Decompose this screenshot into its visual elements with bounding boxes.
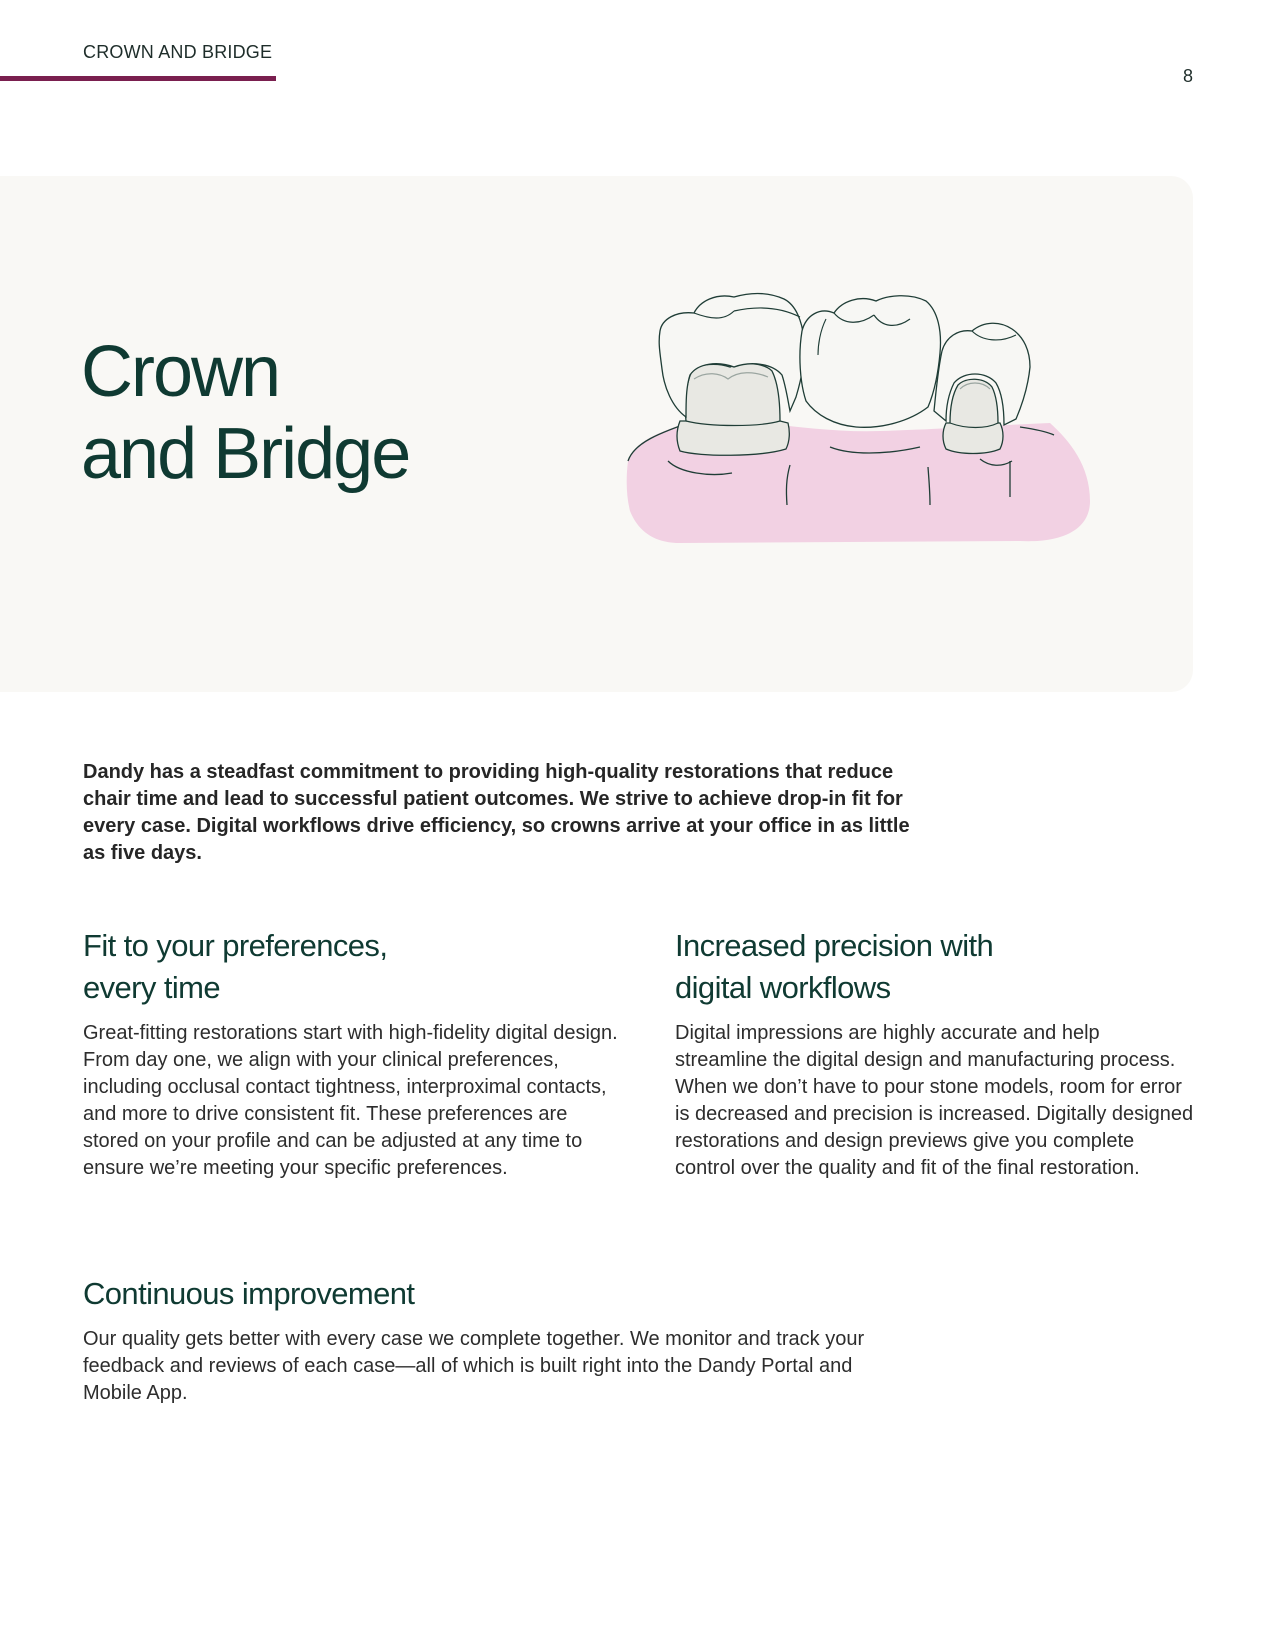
section-label: CROWN AND BRIDGE [83,42,273,62]
left-abutment [677,364,789,456]
hero-panel [0,176,1193,692]
feature-heading-line-1: Fit to your preferences, [83,928,388,963]
right-abutment [943,379,1003,453]
feature-heading-line-1: Continuous improvement [83,1276,415,1311]
feature-body: Our quality gets better with every case we complete together. We monitor and track your feedback and reviews of each case—all of which is built right into the Dandy Portal and Mobile App. [83,1328,865,1404]
hero-title-line-1: Crown [81,332,280,412]
feature-fit-preferences [83,925,623,1182]
intro-paragraph: Dandy has a steadfast commitment to providing high-quality restorations that reduce chair time and lead to successful patient outcomes. We strive to achieve drop-in fit for every case. Digital workflows drive efficiency, so crowns arrive at your office in as little as five days. [83,761,910,864]
feature-heading-line-2: digital workflows [675,970,891,1005]
hero-title-line-2: and Bridge [81,414,410,494]
feature-body: Great-fitting restorations start with high-fidelity digital design. From day one, we align with your clinical preferences, including occlusal contact tightness, interproximal contacts, and more to drive consistent fit. These preferences are stored on your profile and can be adjusted at any time to ensure we’re meeting your specific preferences. [83,1022,618,1179]
feature-heading [83,1273,913,1315]
middle-pontic-crown [800,296,941,428]
feature-heading [675,925,1195,1009]
feature-heading-line-1: Increased precision with [675,928,994,963]
feature-increased-precision [675,925,1195,1182]
feature-heading [83,925,623,1009]
crown-and-bridge-teeth-illustration [620,291,1120,561]
feature-heading-line-2: every time [83,970,220,1005]
hero-title [81,331,409,495]
feature-body: Digital impressions are highly accurate and help streamline the digital design and manufacturing process. When we don’t have to pour stone models, room for error is decreased and precision is increased. Digitally designed restorations and design previews give you complete control over the quality and fit of the final restoration. [675,1022,1194,1179]
section-accent-rule [0,76,276,81]
feature-continuous-improvement [83,1273,913,1407]
page-number: 8 [1182,66,1193,86]
